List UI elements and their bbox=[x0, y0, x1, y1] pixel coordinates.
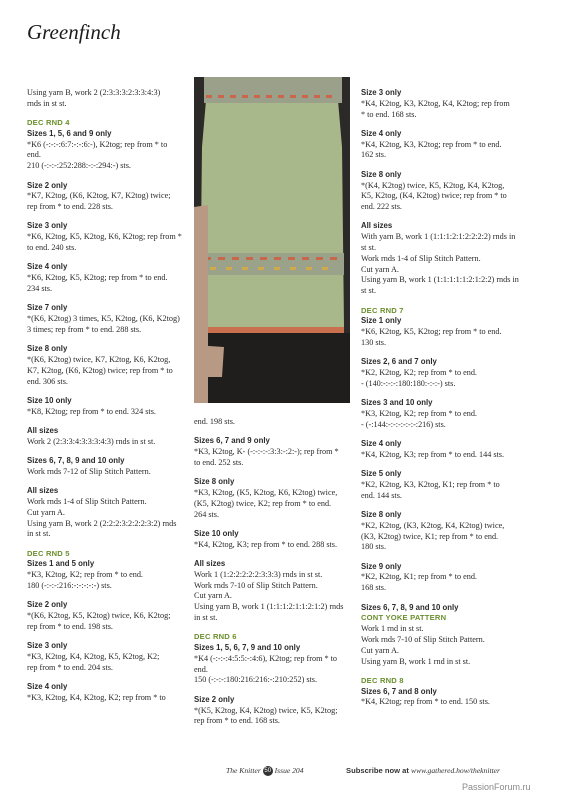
instruction-line: Work 1 (1:2:2:2:2:2:3:3:3) rnds in st st. bbox=[194, 569, 323, 579]
instruction-block bbox=[27, 559, 187, 591]
instruction-block bbox=[194, 559, 354, 624]
size-heading: Sizes 6, 7, 8, 9 and 10 only bbox=[27, 456, 125, 466]
instruction-line: *(K6, K2tog) twice, K7, K2tog, K6, K2tog, bbox=[27, 354, 171, 364]
section-heading: CONT YOKE PATTERN bbox=[361, 613, 447, 623]
size-heading: Size 8 only bbox=[361, 510, 402, 519]
instruction-block bbox=[27, 486, 187, 540]
instruction-block bbox=[361, 221, 531, 297]
instruction-line: end. 306 sts. bbox=[27, 376, 68, 386]
instruction-line: * to end. 168 sts. bbox=[361, 109, 417, 119]
instruction-line: end. bbox=[27, 150, 41, 160]
instruction-line: rep from * to end. 204 sts. bbox=[27, 662, 113, 672]
instruction-line: *K6, K2tog, K5, K2tog; rep from * to end. bbox=[361, 327, 502, 337]
instruction-block bbox=[361, 357, 531, 389]
size-heading: All sizes bbox=[27, 425, 59, 435]
instruction-block bbox=[361, 469, 531, 501]
instruction-line: *K6, K2tog, K5, K2tog, K6, K2tog; rep from * bbox=[27, 232, 182, 242]
instruction-block bbox=[27, 303, 187, 335]
instruction-block bbox=[361, 510, 531, 553]
size-heading: Size 7 only bbox=[27, 303, 68, 313]
instruction-block bbox=[194, 477, 354, 520]
instruction-block bbox=[194, 643, 354, 686]
instruction-line: 168 sts. bbox=[361, 583, 387, 593]
instruction-column-1 bbox=[27, 88, 187, 712]
size-heading: Size 5 only bbox=[361, 469, 402, 479]
instruction-block bbox=[194, 695, 354, 727]
instruction-line: Work rnds 7-10 of Slip Stitch Pattern. bbox=[194, 580, 318, 590]
size-heading: Sizes 2, 6 and 7 only bbox=[361, 357, 437, 367]
instruction-block bbox=[194, 417, 354, 428]
instruction-line: *K3, K2tog, K2; rep from * to end. bbox=[361, 408, 477, 418]
size-heading: Size 8 only bbox=[361, 169, 402, 179]
instruction-line: Cut yarn A. bbox=[361, 645, 399, 655]
instruction-line: rnds in st st. bbox=[27, 98, 67, 108]
section-heading: DEC RND 6 bbox=[194, 632, 237, 642]
instruction-block bbox=[361, 398, 531, 430]
instruction-line: (K3, K2tog) twice, K1; rep from * to end. bbox=[361, 531, 499, 541]
instruction-block bbox=[27, 221, 187, 253]
instruction-line: *K3, K2tog, (K5, K2tog, K6, K2tog) twice, bbox=[194, 487, 338, 497]
instruction-line: st st. bbox=[361, 286, 377, 296]
instruction-line: in st st. bbox=[194, 612, 218, 622]
size-heading: Sizes 1 and 5 only bbox=[27, 559, 95, 569]
instruction-block bbox=[361, 687, 531, 709]
size-heading: Size 2 only bbox=[27, 180, 68, 190]
instruction-line: Using yarn B, work 1 (1:1:1:2:1:1:2:1:2) rnds bbox=[194, 602, 344, 612]
instruction-line: Cut yarn A. bbox=[194, 591, 232, 601]
instruction-line: *K2, K2tog, (K3, K2tog, K4, K2tog) twice, bbox=[361, 520, 505, 530]
instruction-block bbox=[361, 129, 531, 161]
instruction-line: Cut yarn A. bbox=[361, 264, 399, 274]
size-heading: Sizes 6, 7 and 9 only bbox=[194, 436, 270, 446]
instruction-block bbox=[27, 129, 187, 172]
issue-number: Issue 204 bbox=[274, 766, 304, 775]
instruction-block bbox=[361, 562, 531, 594]
instruction-line: Work rnds 1-4 of Slip Stitch Pattern. bbox=[361, 253, 481, 263]
size-heading: Size 1 only bbox=[361, 316, 402, 326]
instruction-block bbox=[361, 88, 531, 120]
instruction-line: st st. bbox=[361, 243, 377, 253]
instruction-line: Using yarn B, work 1 rnd in st st. bbox=[361, 656, 471, 666]
instruction-line: *K8, K2tog; rep from * to end. 324 sts. bbox=[27, 406, 156, 416]
instruction-line: Work rnds 7-12 of Slip Stitch Pattern. bbox=[27, 466, 151, 476]
instruction-line: in st st. bbox=[27, 529, 51, 539]
size-heading: All sizes bbox=[361, 221, 393, 231]
instruction-line: 180 sts. bbox=[361, 542, 387, 552]
instruction-line: end. 144 sts. bbox=[361, 490, 402, 500]
subscribe-link[interactable]: www.gathered.how/theknitter bbox=[411, 766, 501, 775]
instruction-line: 150 (-:-:-:180:216:216:-:210:252) sts. bbox=[194, 675, 318, 685]
pattern-title: Greenfinch bbox=[27, 20, 121, 44]
instruction-column-3 bbox=[361, 88, 531, 717]
instruction-line: *(K6, K2tog) 3 times, K5, K2tog, (K6, K2tog) bbox=[27, 314, 180, 324]
instruction-line: *K6, K2tog, K5, K2tog; rep from * to end. bbox=[27, 273, 168, 283]
instruction-line: K5, K2tog, (K4, K2tog) twice; rep from * to bbox=[361, 191, 507, 201]
instruction-line: 234 sts. bbox=[27, 283, 53, 293]
size-heading: Size 2 only bbox=[27, 600, 68, 610]
instruction-line: 162 sts. bbox=[361, 150, 387, 160]
instruction-line: end. 198 sts. bbox=[194, 417, 235, 426]
instruction-block bbox=[194, 436, 354, 468]
instruction-line: Using yarn B, work 2 (2:3:3:3:2:3:3:4:3) bbox=[27, 88, 161, 97]
footer-magazine bbox=[226, 766, 304, 776]
instruction-line: *K3, K2tog, K2; rep from * to end. bbox=[27, 570, 143, 580]
instruction-line: *K4 (-:-:-:4:5:5:-:4:6), K2tog; rep from * to bbox=[194, 653, 338, 663]
size-heading: Size 3 only bbox=[27, 221, 68, 231]
sweater-photo bbox=[194, 77, 350, 403]
instruction-column-2 bbox=[194, 417, 354, 736]
subscribe-text: Subscribe now at bbox=[346, 766, 409, 775]
size-heading: Sizes 1, 5, 6, 7, 9 and 10 only bbox=[194, 643, 301, 653]
size-heading: Size 2 only bbox=[194, 694, 235, 704]
instruction-line: rep from * to end. 228 sts. bbox=[27, 202, 113, 212]
instruction-line: Work 1 rnd in st st. bbox=[361, 624, 424, 634]
section-heading: DEC RND 5 bbox=[27, 548, 70, 558]
instruction-line: Cut yarn A. bbox=[27, 507, 65, 517]
size-heading: Sizes 1, 5, 6 and 9 only bbox=[27, 128, 112, 138]
instruction-block bbox=[27, 262, 187, 294]
instruction-line: *K3, K2tog, K- (-:-:-:-:3:3:-:2:-); rep from * bbox=[194, 447, 339, 457]
instruction-line: rep from * to end. 168 sts. bbox=[194, 716, 280, 726]
size-heading: Size 10 only bbox=[27, 395, 72, 405]
magazine-name: The Knitter bbox=[226, 766, 261, 775]
instruction-line: K7, K2tog, (K6, K2tog) twice; rep from * to bbox=[27, 365, 173, 375]
watermark: PassionForum.ru bbox=[462, 782, 531, 792]
size-heading: Size 4 only bbox=[27, 682, 68, 692]
instruction-line: With yarn B, work 1 (1:1:1:2:1:2:2:2:2) rnds in bbox=[361, 232, 516, 242]
instruction-line: *K2, K2tog, K1; rep from * to end. bbox=[361, 572, 477, 582]
instruction-block bbox=[27, 682, 187, 704]
instruction-line: - (-:144:-:-:-:-:-:-:216) sts. bbox=[361, 419, 446, 429]
instruction-line: *K2, K2tog, K2; rep from * to end. bbox=[361, 368, 477, 378]
instruction-line: 264 sts. bbox=[194, 509, 220, 519]
instruction-line: Work rnds 7-10 of Slip Stitch Pattern. bbox=[361, 634, 485, 644]
size-heading: Size 4 only bbox=[27, 262, 68, 272]
size-heading: Sizes 3 and 10 only bbox=[361, 398, 433, 408]
size-heading: All sizes bbox=[27, 486, 59, 496]
instruction-line: - (140:-:-:-:180:180:-:-:-) sts. bbox=[361, 378, 456, 388]
instruction-line: Work 2 (2:3:3:4:3:3:3:4:3) rnds in st st. bbox=[27, 436, 156, 446]
instruction-line: Using yarn B, work 2 (2:2:2:3:2:2:2:3:2) rnds bbox=[27, 518, 177, 528]
instruction-line: to end. 252 sts. bbox=[194, 457, 244, 467]
size-heading: Size 3 only bbox=[361, 88, 402, 97]
instruction-line: (K5, K2tog) twice, K2; rep from * to end. bbox=[194, 498, 332, 508]
instruction-line: *K3, K2tog, K4, K2tog, K2; rep from * to bbox=[27, 692, 166, 702]
instruction-line: Work rnds 1-4 of Slip Stitch Pattern. bbox=[27, 496, 147, 506]
instruction-line: *K4, K2tog, K3, K2tog; rep from * to end. bbox=[361, 139, 502, 149]
size-heading: Sizes 6, 7, 8, 9 and 10 only bbox=[361, 602, 459, 612]
instruction-block bbox=[361, 439, 531, 461]
instruction-block bbox=[27, 456, 187, 478]
instruction-block bbox=[361, 170, 531, 213]
size-heading: Size 8 only bbox=[194, 477, 235, 487]
section-heading: DEC RND 4 bbox=[27, 118, 70, 128]
instruction-line: *K3, K2tog, K4, K2tog, K5, K2tog, K2; bbox=[27, 651, 160, 661]
instruction-line: 210 (-:-:-:252:288:-:-:294:-) sts. bbox=[27, 161, 131, 171]
instruction-line: *K7, K2tog, (K6, K2tog, K7, K2tog) twice; bbox=[27, 191, 171, 201]
instruction-line: *K6 (-:-:-:6:7:-:-:6:-), K2tog; rep from * to bbox=[27, 139, 168, 149]
section-heading: DEC RND 8 bbox=[361, 675, 404, 685]
instruction-line: rep from * to end. 198 sts. bbox=[27, 621, 113, 631]
instruction-line: 180 (-:-:-:216:-:-:-:-:-) sts. bbox=[27, 580, 112, 590]
instruction-line: end. 222 sts. bbox=[361, 202, 402, 212]
page-number: 50 bbox=[264, 768, 272, 775]
size-heading: Size 10 only bbox=[194, 528, 239, 538]
instruction-block bbox=[27, 641, 187, 673]
section-heading: DEC RND 7 bbox=[361, 305, 404, 315]
instruction-line: *(K4, K2tog) twice, K5, K2tog, K4, K2tog, bbox=[361, 180, 505, 190]
instruction-line: Using yarn B, work 1 (1:1:1:1:1:2:1:2:2) rnds in bbox=[361, 275, 519, 285]
instruction-line: *K4, K2tog, K3; rep from * to end. 144 sts. bbox=[361, 449, 505, 459]
footer-subscribe bbox=[346, 766, 500, 775]
instruction-block bbox=[27, 396, 187, 418]
instruction-line: *K4, K2tog; rep from * to end. 150 sts. bbox=[361, 697, 490, 707]
instruction-block bbox=[361, 316, 531, 348]
size-heading: Size 3 only bbox=[27, 641, 68, 651]
instruction-line: *K2, K2tog, K3, K2tog, K1; rep from * to bbox=[361, 479, 500, 489]
size-heading: Size 8 only bbox=[27, 344, 68, 354]
size-heading: All sizes bbox=[194, 558, 226, 568]
model-wearing-sweater-image bbox=[194, 77, 350, 403]
instruction-block bbox=[194, 529, 354, 551]
instruction-block bbox=[27, 88, 187, 110]
instruction-line: *K4, K2tog, K3; rep from * to end. 288 sts. bbox=[194, 539, 338, 549]
size-heading: Size 4 only bbox=[361, 439, 402, 449]
size-heading: Size 4 only bbox=[361, 128, 402, 138]
size-heading: Sizes 6, 7 and 8 only bbox=[361, 686, 437, 696]
instruction-line: *(K5, K2tog, K4, K2tog) twice, K5, K2tog; bbox=[194, 705, 338, 715]
instruction-line: to end. 240 sts. bbox=[27, 243, 77, 253]
instruction-line: end. bbox=[194, 664, 208, 674]
instruction-block bbox=[361, 624, 531, 667]
instruction-block bbox=[27, 344, 187, 387]
instruction-block bbox=[27, 600, 187, 632]
instruction-block bbox=[27, 181, 187, 213]
size-heading: Size 9 only bbox=[361, 561, 402, 571]
instruction-line: *(K6, K2tog, K5, K2tog) twice, K6, K2tog; bbox=[27, 611, 171, 621]
instruction-block bbox=[361, 603, 531, 614]
instruction-line: 130 sts. bbox=[361, 337, 387, 347]
instruction-line: 3 times; rep from * to end. 288 sts. bbox=[27, 324, 142, 334]
instruction-line: *K4, K2tog, K3, K2tog, K4, K2tog; rep from bbox=[361, 98, 510, 108]
instruction-block bbox=[27, 426, 187, 448]
